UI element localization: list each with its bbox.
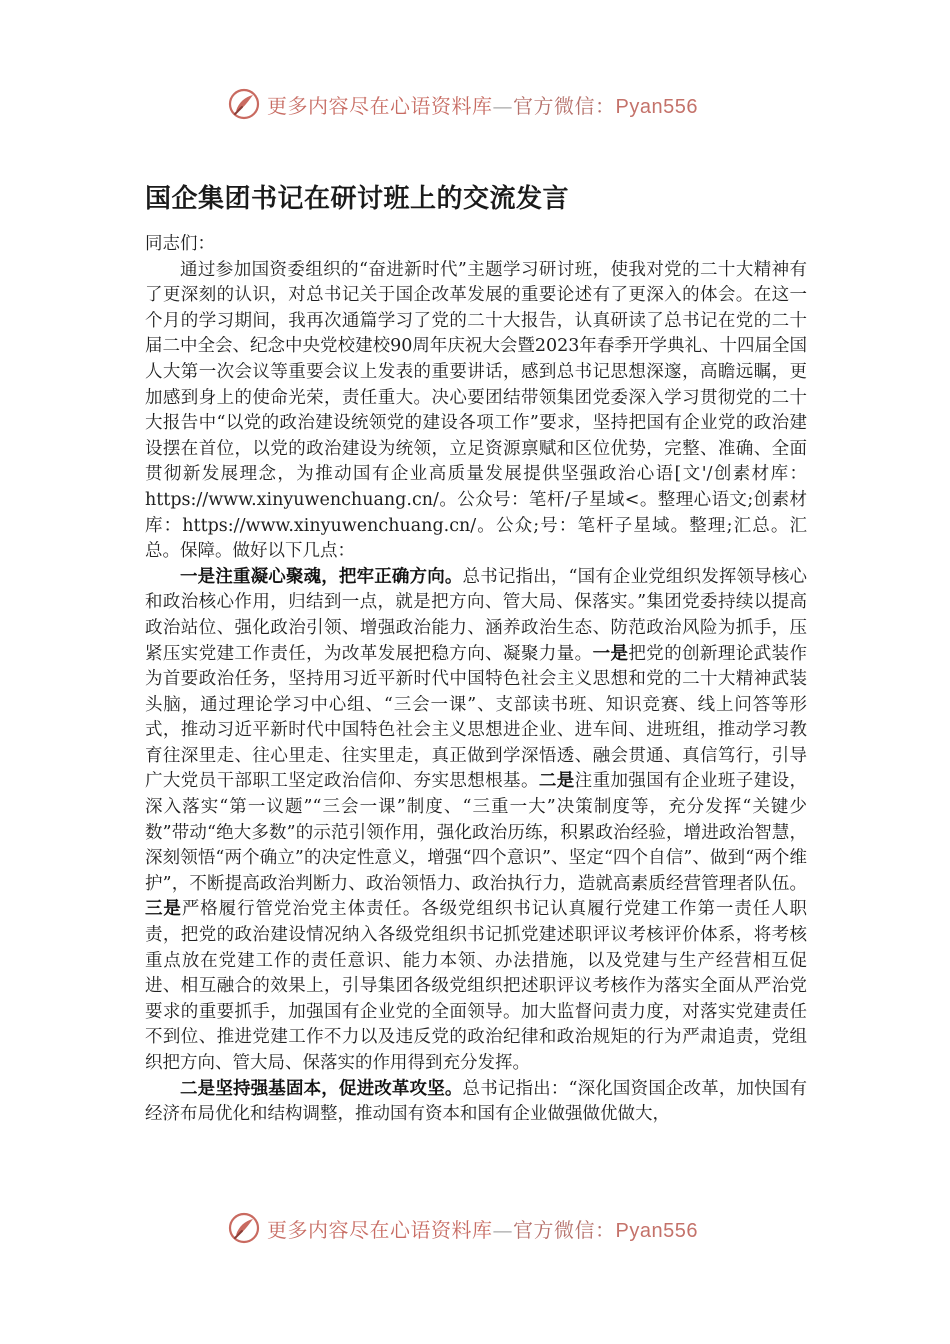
salutation: 同志们： bbox=[145, 234, 215, 254]
section-2-heading: 二是坚持强基固本，促进改革攻坚。 bbox=[180, 1078, 463, 1099]
section-1-measure-1-text: 把党的创新理论武装作为首要政治任务，坚持用习近平新时代中国特色社会主义思想和党的二十大精神武装头脑，通过理论学习中心组、“三会一课”、支部读书班、知识竞赛、线上问答等形式，推动习近平新时代中国特色社会主义思想进企业、进车间、进班组，推动学习教育往深里走、往心里走、往实里走，真正做到学深悟透、融会贯通、真信笃行，引导广大党员干部职工坚定政治信仰、夯实思想根基。 bbox=[145, 643, 808, 792]
section-1-lead: 总书记指出，“国有企业党组织发挥领导核心和政治核心作用，归结到一点，就是把方向、管大局、保落实。”集团党委持续以提高政治站位、强化政治引领、增强政治能力、涵养政治生态、防范政治风险为抓手，压紧压实党建工作责任，为改革发展把稳方向、凝聚力量。 bbox=[145, 566, 808, 664]
banner-wechat-label: 官方微信： bbox=[513, 1217, 616, 1242]
banner-text: 更多内容尽在心语资料库 bbox=[267, 1217, 493, 1242]
section-2-paragraph bbox=[145, 1077, 807, 1128]
intro-paragraph: 通过参加国资委组织的“奋进新时代”主题学习研讨班，使我对党的二十大精神有了更深刻的认识，对总书记关于国企改革发展的重要论述有了更深入的体会。在这一个月的学习期间，我再次通篇学习了党的二十大报告，认真研读了总书记在党的二十届二中全会、纪念中央党校建校90周年庆祝大会暨2023年春季开学典礼、十四届全国人大第一次会议等重要会议上发表的重要讲话，感到总书记思想深邃，高瞻远瞩，更加感到身上的使命光荣，责任重大。决心要团结带领集团党委深入学习贯彻党的二十大报告中“以党的政治建设统领党的建设各项工作”要求，坚持把国有企业党的政治建设摆在首位，以党的政治建设为统领，立足资源禀赋和区位优势，完整、准确、全面贯彻新发展理念，为推动国有企业高质量发展提供坚强政治心语[文'/创素材库：https://www.xinyuwenchuang.cn/。公众号：笔杆/子星域<。整理心语文;创素材库：https://www.xinyuwenchuang.cn/。公众;号：笔杆子星域。整理;汇总。汇总。保障。做好以下几点： bbox=[145, 259, 807, 562]
section-1-measure-3-label: 三是 bbox=[145, 899, 182, 920]
banner-separator: — bbox=[492, 1217, 513, 1242]
banner-text: 更多内容尽在心语资料库 bbox=[267, 93, 493, 118]
section-2-lead: 总书记指出：“深化国资国企改革，加快国有经济布局优化和结构调整，推动国有资本和国有企业做强做优做大， bbox=[145, 1078, 808, 1125]
section-1-measure-2-label: 二是 bbox=[538, 771, 575, 792]
header-banner bbox=[227, 84, 747, 124]
section-1-paragraph bbox=[145, 565, 807, 1077]
section-1-measure-3-text: 严格履行管党治党主体责任。各级党组织书记认真履行党建工作第一责任人职责，把党的政治建设情况纳入各级党组织书记抓党建述职评议考核评价体系，将考核重点放在党建工作的责任意识、能力本领、办法措施，以及党建与生产经营相互促进、相互融合的效果上，引导集团各级党组织把述职评议考核作为落实全面从严治党要求的重要抓手，加强国有企业党的全面领导。加大监督问责力度，对落实党建责任不到位、推进党建工作不力以及违反党的政治纪律和政治规矩的行为严肃追责，党组织把方向、管大局、保落实的作用得到充分发挥。 bbox=[145, 899, 808, 1073]
section-1-measure-1-label: 一是 bbox=[592, 643, 629, 664]
section-1-measure-2-text: 注重加强国有企业班子建设，深入落实“第一议题”“三会一课”制度、“三重一大”决策制度等，充分发挥“关键少数”带动“绝大多数”的示范引领作用，强化政治历练，积累政治经验，增进政治智慧，深刻领悟“两个确立”的决定性意义，增强“四个意识”、坚定“四个自信”、做到“两个维护”，不断提高政治判断力、政治领悟力、政治执行力，造就高素质经营管理者队伍。 bbox=[145, 771, 808, 894]
banner-wechat-id: Pyan556 bbox=[615, 1219, 698, 1242]
footer-banner bbox=[227, 1208, 747, 1248]
page-title: 国企集团书记在研讨班上的交流发言 bbox=[145, 184, 570, 214]
document-body bbox=[145, 232, 807, 1128]
section-1-heading: 一是注重凝心聚魂，把牢正确方向。 bbox=[180, 566, 463, 587]
brand-logo-icon bbox=[227, 1211, 261, 1245]
brand-logo-icon bbox=[227, 87, 261, 121]
banner-separator: — bbox=[492, 93, 513, 118]
banner-wechat-id: Pyan556 bbox=[615, 95, 698, 118]
banner-wechat-label: 官方微信： bbox=[513, 93, 616, 118]
